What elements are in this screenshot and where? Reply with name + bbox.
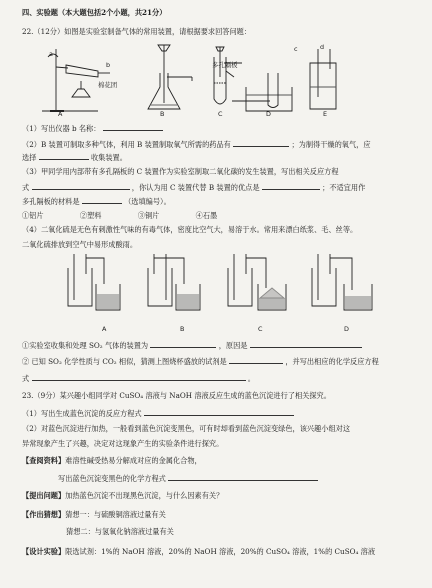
fig1-label-D: D <box>266 110 271 118</box>
q22-p4g-text: 式 <box>22 374 30 383</box>
q22-p3f-text: （选填编号）。 <box>124 197 171 206</box>
q23-reference-cont <box>58 472 318 483</box>
guess-1: 猜想一：与硫酸铜溶液过量有关 <box>65 510 166 519</box>
q22-p2a-text: （2）B 装置可制取多种气体，利用 B 装置制取氧气所需的药品有 <box>22 140 231 149</box>
section-title: 四、实验题（本大题包括2个小题，共21分） <box>22 8 167 17</box>
device-a-drawing <box>68 254 120 310</box>
q22-p4f-text: ，并写出相应的化学反应方程 <box>285 357 379 366</box>
fig1-label-C: C <box>218 110 223 118</box>
q23-p2-cont: 异常现象产生了兴趣，决定对这现象产生的实验条件进行探究。 <box>22 439 224 448</box>
q22-p3: （3）甲同学用内部带有多孔隔板的 C 装置作为实验室制取二氧化碳的发生装置，写出相关反应方程 <box>22 167 339 176</box>
design-label: 【设计实验】 <box>22 547 66 556</box>
q23-p2: （2）对蓝色沉淀进行加热，一般看到蓝色沉淀变黑色，可有时却看到蓝色沉淀变绿色，该兴趣小组对这 <box>22 424 351 433</box>
design-text: 限选试剂：1%的 NaOH 溶液，20%的 NaOH 溶液，20%的 CuSO₄ 溶液，1%的 CuSO₄ 溶液 <box>65 547 376 556</box>
q23-design <box>22 547 375 556</box>
fig2-label-B: B <box>180 325 185 333</box>
option-1: ①铝片 <box>22 211 44 220</box>
q22-p4: （4）二氧化硫是无色有刺激性气味的有毒气体，密度比空气大，易溶于水。常用来漂白纸浆、毛、丝等。 <box>22 225 358 234</box>
label-c: c <box>294 45 298 53</box>
option-4: ④石墨 <box>195 211 218 220</box>
answer-blank[interactable] <box>150 339 216 348</box>
answer-blank[interactable] <box>144 407 294 416</box>
fig1-label-B: B <box>160 110 165 118</box>
q22-p3c-text: ，你认为用 C 装置代替 B 装置的优点是 <box>131 183 260 192</box>
reference-text-2: 写出蓝色沉淀变黑色的化学方程式 <box>58 474 166 483</box>
reference-text: 难溶性碱受热易分解成对应的金属化合物， <box>65 456 202 465</box>
reference-label: 【查阅资料】 <box>22 456 66 465</box>
option-2: ②塑料 <box>79 211 102 220</box>
fig2-label-A: A <box>102 325 107 333</box>
q22-p4d-text: ，原因是 <box>218 341 248 350</box>
q22-p3b-text: 式 <box>22 183 30 192</box>
label-b: b <box>106 61 111 69</box>
answer-blank[interactable] <box>39 151 89 160</box>
fig1-label-A: A <box>58 110 63 118</box>
q22-p4-sub1 <box>22 339 362 350</box>
device-d-drawing <box>312 254 372 310</box>
apparatus-figure-2 <box>60 254 380 320</box>
q22-p4-sub2 <box>22 355 379 366</box>
answer-blank[interactable] <box>229 355 283 364</box>
question-label: 【提出问题】 <box>22 491 66 500</box>
fig2-label-D: D <box>344 325 349 333</box>
label-cotton: 棉花团 <box>98 81 118 89</box>
q22-p4h-text: 。 <box>247 374 255 383</box>
option-3: ③铜片 <box>137 211 160 220</box>
q22-p1 <box>22 122 163 133</box>
q22-intro: 22.（12分）如图是实验室制备气体的常用装置，请根据要求回答问题： <box>22 27 252 36</box>
q23-p1-text: （1）写出生成蓝色沉淀的反应方程式 <box>22 409 142 418</box>
q23-p1 <box>22 407 294 418</box>
q23-guess-2: 猜想二：与氢氧化钠溶液过量有关 <box>66 527 174 536</box>
device-c-drawing <box>228 254 286 310</box>
fig2-label-C: C <box>258 325 263 333</box>
answer-blank[interactable] <box>233 138 289 147</box>
q22-options <box>22 211 217 220</box>
apparatus-c-drawing <box>214 47 242 104</box>
apparatus-figure-1 <box>20 37 420 115</box>
apparatus-drawing <box>20 37 420 115</box>
answer-blank[interactable] <box>103 122 163 131</box>
answer-blank[interactable] <box>82 195 122 204</box>
q23-question <box>22 491 223 500</box>
q22-p3e-text: 多孔隔板的材料是 <box>22 197 80 206</box>
q23-intro: 23.（9分）某兴趣小组同学对 CuSO₄ 溶液与 NaOH 溶液反应生成的蓝色沉淀进行了相关探究。 <box>22 391 331 400</box>
q22-p4e-text: ② 已知 SO₂ 化学性质与 CO₂ 相似，猜测上图烧杯盛放的试剂是 <box>22 357 227 366</box>
apparatus-e-drawing <box>310 49 336 109</box>
guess-label: 【作出猜想】 <box>22 510 66 519</box>
collection-drawing <box>60 254 380 320</box>
q22-p2 <box>22 138 371 149</box>
device-b-drawing <box>148 254 200 310</box>
q22-p3-cont2 <box>22 195 171 206</box>
q22-p4-sub2-cont <box>22 372 255 383</box>
q22-p2-cont <box>22 151 127 162</box>
q22-p3-cont <box>22 181 365 192</box>
apparatus-d-drawing <box>232 73 292 111</box>
q22-p2d-text: 收集装置。 <box>90 153 127 162</box>
q22-p2c-text: 选择 <box>22 153 37 162</box>
label-a: a <box>49 50 53 58</box>
label-d: d <box>320 43 325 51</box>
q22-p1-text: （1）写出仪器 b 名称： <box>22 124 101 133</box>
apparatus-a-drawing <box>42 49 110 111</box>
apparatus-b-drawing <box>148 45 192 109</box>
answer-blank[interactable] <box>168 472 318 481</box>
answer-blank[interactable] <box>32 372 246 381</box>
question-text: 加热蓝色沉淀不出现黑色沉淀，与什么因素有关？ <box>65 491 224 500</box>
answer-blank[interactable] <box>250 339 362 348</box>
fig1-label-E: E <box>323 110 328 118</box>
answer-blank[interactable] <box>32 181 130 190</box>
answer-blank[interactable] <box>262 181 320 190</box>
q22-p2b-text: ；为制得干燥的氧气，应 <box>291 140 371 149</box>
q22-p3d-text: ；不适宜用作 <box>322 183 366 192</box>
label-porous-plate: 多孔隔板 <box>212 61 238 69</box>
q22-p4-cont: 二氧化硫排放到空气中易形成酸雨。 <box>22 240 138 249</box>
q22-p4c-text: ①实验室收集和处理 SO₂ 气体的装置为 <box>22 341 149 350</box>
q23-guess <box>22 510 166 519</box>
q23-reference <box>22 456 202 465</box>
